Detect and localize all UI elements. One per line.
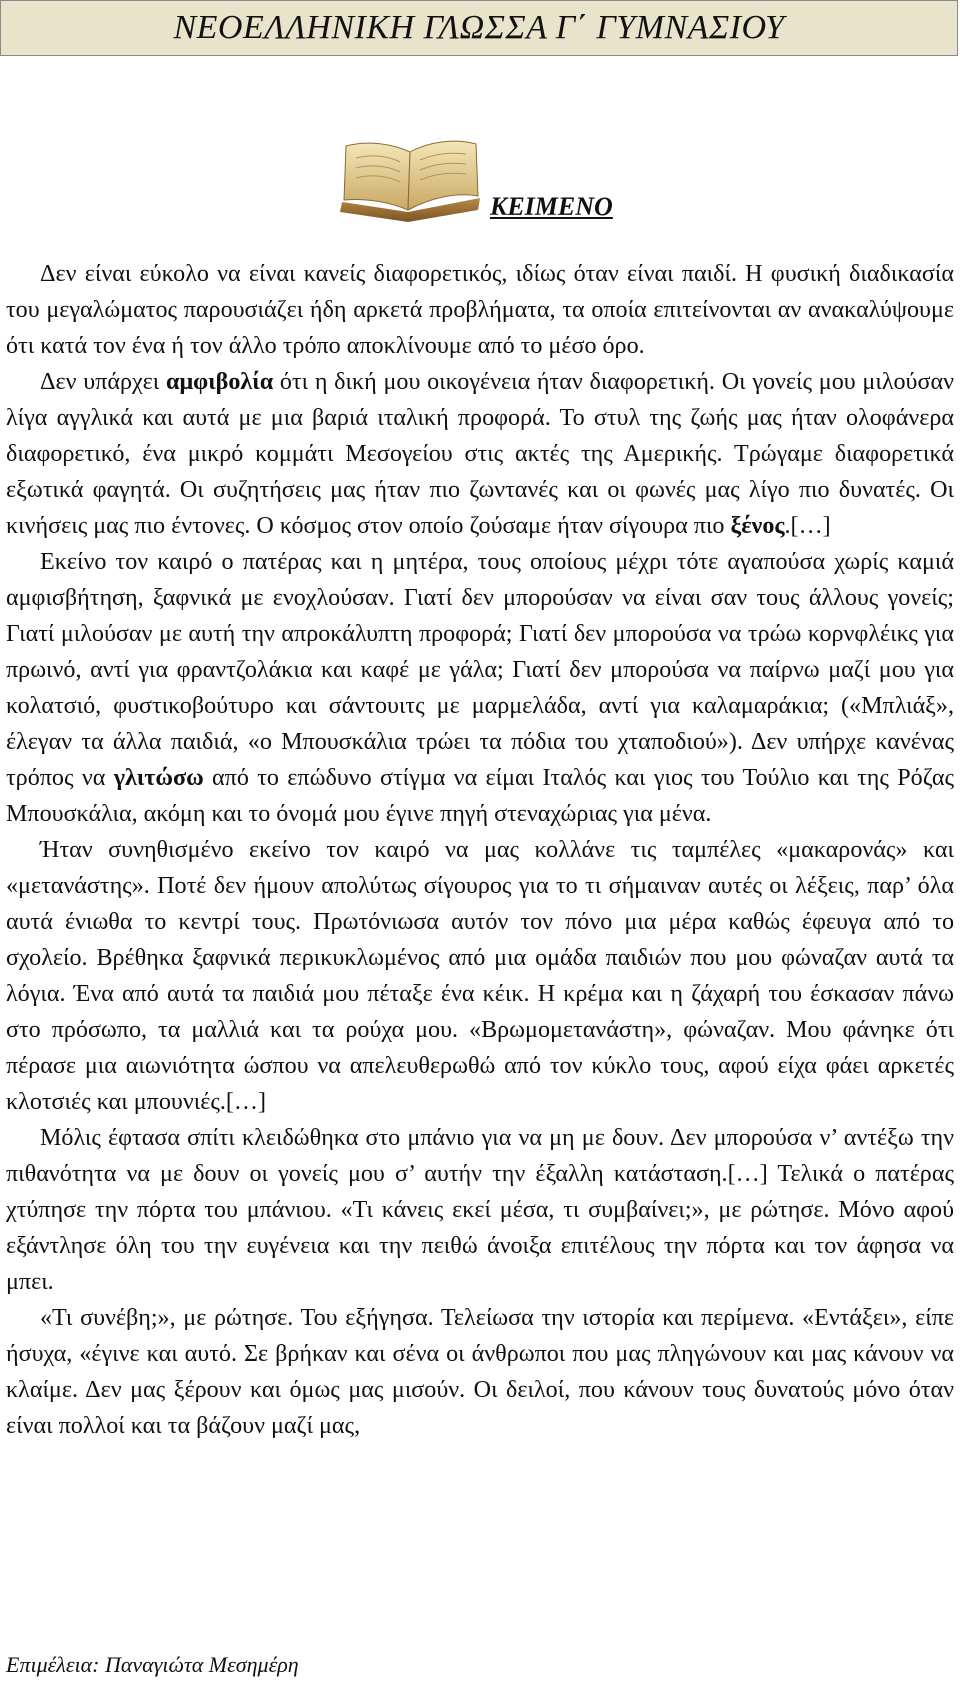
text-paragraph	[6, 1120, 954, 1300]
bold-term: αμφιβολία	[166, 369, 274, 395]
text-segment: Μόλις έφτασα σπίτι κλειδώθηκα στο μπάνιο για να μη με δουν. Δεν μπορούσα ν’ αντέξω την πιθανότητα να με δουν οι γονείς μου σ’ αυτήν την έξαλλη κατάσταση.[…] Τελικά ο πατέρας χτύπησε την πόρτα του μπάνιου. «Τι κάνεις εκεί μέσα, τι συμβαίνει;», με ρώτησε. Μόνο αφού εξάντλησε όλη του την ευγένεια και την πειθώ άνοιξα επιτέλους την πόρτα και τον άφησα να μπει.	[6, 1125, 954, 1295]
bold-term: ξένος	[730, 513, 785, 539]
text-segment: από το επώδυνο στίγμα να είμαι Ιταλός και γιος του Τούλιο και της Ρόζας Μπουσκάλια, ακόμη και το όνομά μου έγινε πηγή στεναχώριας για μένα.	[6, 765, 954, 827]
text-segment: ότι η δική μου οικογένεια ήταν διαφορετική. Οι γονείς μου μιλούσαν λίγα αγγλικά και αυτά με μια βαριά ιταλική προφορά. Το στυλ της ζωής μας ήταν ολοφάνερα διαφορετικό, ένα μικρό κομμάτι Μεσογείου στις ακτές της Αμερικής. Τρώγαμε διαφορετικά εξωτικά φαγητά. Οι συζητήσεις μας ήταν πιο ζωντανές και οι φωνές μας λίγο πιο δυνατές. Οι κινήσεις μας πιο έντονες. Ο κόσμος στον οποίο ζούσαμε ήταν σίγουρα πιο	[6, 369, 954, 539]
text-segment: Ήταν συνηθισμένο εκείνο τον καιρό να μας κολλάνε τις ταμπέλες «μακαρονάς» και «μετανάστης». Ποτέ δεν ήμουν απολύτως σίγουρος για το τι σήμαιναν αυτές οι λέξεις, παρ’ όλα αυτά ένιωθα το κεντρί τους. Πρωτόνιωσα αυτόν τον πόνο μια μέρα καθώς έφευγα από το σχολείο. Βρέθηκα ξαφνικά περικυκλωμένος από μια ομάδα παιδιών που μου φώναζαν αυτά τα λόγια. Ένα από αυτά τα παιδιά μου πέταξε ένα κέικ. Η κρέμα και η ζάχαρή του έσκασαν πάνω στο πρόσωπο, τα μαλλιά και τα ρούχα μου. «Βρωμομετανάστη», φώναζαν. Μου φάνηκε ότι πέρασε μια αιωνιότητα ώσπου να απελευθερωθώ από τον κύκλο τους, αφού είχα φάει αρκετές κλοτσιές και μπουνιές.[…]	[6, 837, 954, 1115]
text-body	[6, 256, 954, 1444]
page-header	[0, 0, 958, 56]
text-segment: «Τι συνέβη;», με ρώτησε. Του εξήγησα. Τελείωσα την ιστορία και περίμενα. «Εντάξει», είπε ήσυχα, «έγινε και αυτό. Σε βρήκαν και σένα οι άνθρωποι που μας πληγώνουν και μας κάνουν να κλαίμε. Δεν μας ξέρουν και όμως μας μισούν. Οι δειλοί, που κάνουν τους δυνατούς μόνο όταν είναι πολλοί και τα βάζουν μαζί μας,	[6, 1305, 954, 1439]
text-paragraph	[6, 364, 954, 544]
footer-editor: Επιμέλεια: Παναγιώτα Μεσημέρη	[6, 1652, 299, 1677]
text-segment: Δεν είναι εύκολο να είναι κανείς διαφορετικός, ιδίως όταν είναι παιδί. Η φυσική διαδικασία του μεγαλώματος παρουσιάζει ήδη αρκετά προβλήματα, τα οποία επιτείνονται αν ανακαλύψουμε ότι κατά τον ένα ή τον άλλο τρόπο αποκλίνουμε από το μέσο όρο.	[6, 261, 954, 359]
text-paragraph	[6, 1300, 954, 1444]
text-segment: Δεν υπάρχει	[40, 369, 167, 395]
text-paragraph	[6, 256, 954, 364]
bold-term: γλιτώσω	[113, 765, 204, 791]
text-segment: .[…]	[784, 513, 831, 539]
text-segment: Εκείνο τον καιρό ο πατέρας και η μητέρα, τους οποίους μέχρι τότε αγαπούσα χωρίς καμιά αμφισβήτηση, ξαφνικά με ενοχλούσαν. Γιατί δεν μπορούσαν να είναι σαν τους άλλους γονείς; Γιατί μιλούσαν με αυτή την απροκάλυπτη προφορά; Γιατί δεν μπορούσα να τρώω κορνφλέικς για πρωινό, αντί για φραντζολάκια και καφέ με γάλα; Γιατί δεν μπορούσα να παίρνω μαζί μου για κολατσιό, φυστικοβούτυρο και σάντουιτς με μαρμελάδα, αντί για καλαμαράκια; («Μπλιάξ», έλεγαν τα άλλα παιδιά, «ο Μπουσκάλια τρώει τα πόδια του χταποδιού»). Δεν υπήρχε κανένας τρόπος να	[6, 549, 954, 791]
open-book-icon	[338, 138, 484, 222]
section-title: ΚΕΙΜΕΝΟ	[490, 192, 613, 221]
header-title: ΝΕΟΕΛΛΗΝΙΚΗ ΓΛΩΣΣΑ Γ΄ ΓΥΜΝΑΣΙΟΥ	[173, 9, 785, 46]
text-paragraph	[6, 832, 954, 1120]
text-paragraph	[6, 544, 954, 832]
